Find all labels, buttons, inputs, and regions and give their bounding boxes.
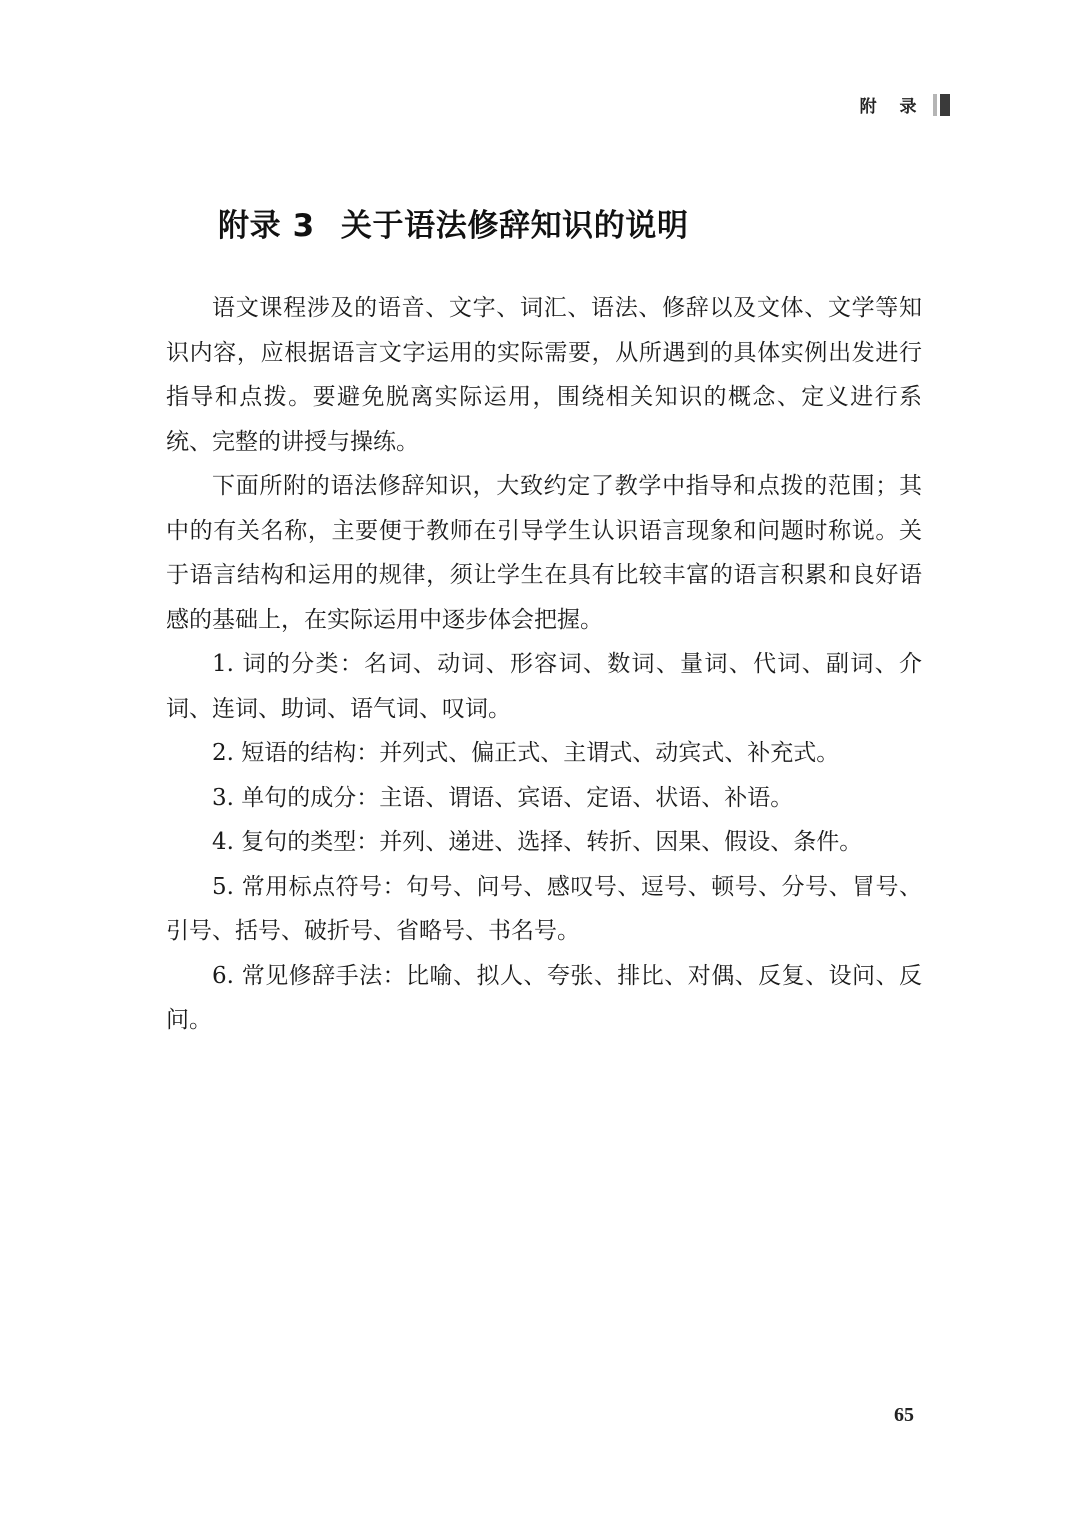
header-bar-thick — [940, 94, 950, 116]
header-bar-icon — [933, 94, 950, 116]
body-text — [166, 286, 922, 1043]
list-item-phrase-structure: 2. 短语的结构：并列式、偏正式、主谓式、动宾式、补充式。 — [212, 740, 840, 766]
list-item-complex-sentence-types: 4. 复句的类型：并列、递进、选择、转折、因果、假设、条件。 — [212, 829, 863, 855]
running-header — [860, 92, 950, 117]
page-number: 65 — [894, 1404, 914, 1426]
header-bar-thin — [933, 94, 937, 116]
appendix-title-text: 关于语法修辞知识的说明 — [340, 208, 689, 244]
list-item-word-classes: 1. 词的分类：名词、动词、形容词、数词、量词、代词、副词、介词、连词、助词、语气词、叹词。 — [166, 651, 922, 722]
list-item-punctuation: 5. 常用标点符号：句号、问号、感叹号、逗号、顿号、分号、冒号、引号、括号、破折号、省略号、书名号。 — [166, 873, 922, 944]
list-item-rhetoric: 6. 常见修辞手法：比喻、拟人、夸张、排比、对偶、反复、设问、反问。 — [166, 962, 922, 1033]
intro-paragraph-2: 下面所附的语法修辞知识，大致约定了教学中指导和点拨的范围；其中的有关名称，主要便于教师在引导学生认识语言现象和问题时称说。关于语言结构和运用的规律，须让学生在具有比较丰富的语言积累和良好语感的基础上，在实际运用中逐步体会把握。 — [166, 473, 922, 633]
list-item-sentence-components: 3. 单句的成分：主语、谓语、宾语、定语、状语、补语。 — [212, 784, 794, 811]
section-label: 附 录 — [859, 97, 925, 117]
intro-paragraph-1: 语文课程涉及的语音、文字、词汇、语法、修辞以及文体、文学等知识内容，应根据语言文字运用的实际需要，从所遇到的具体实例出发进行指导和点拨。要避免脱离实际运用，围绕相关知识的概念、定义进行系统、完整的讲授与操练。 — [166, 295, 922, 455]
page-title — [218, 200, 689, 245]
appendix-number: 附录 3 — [218, 208, 315, 244]
